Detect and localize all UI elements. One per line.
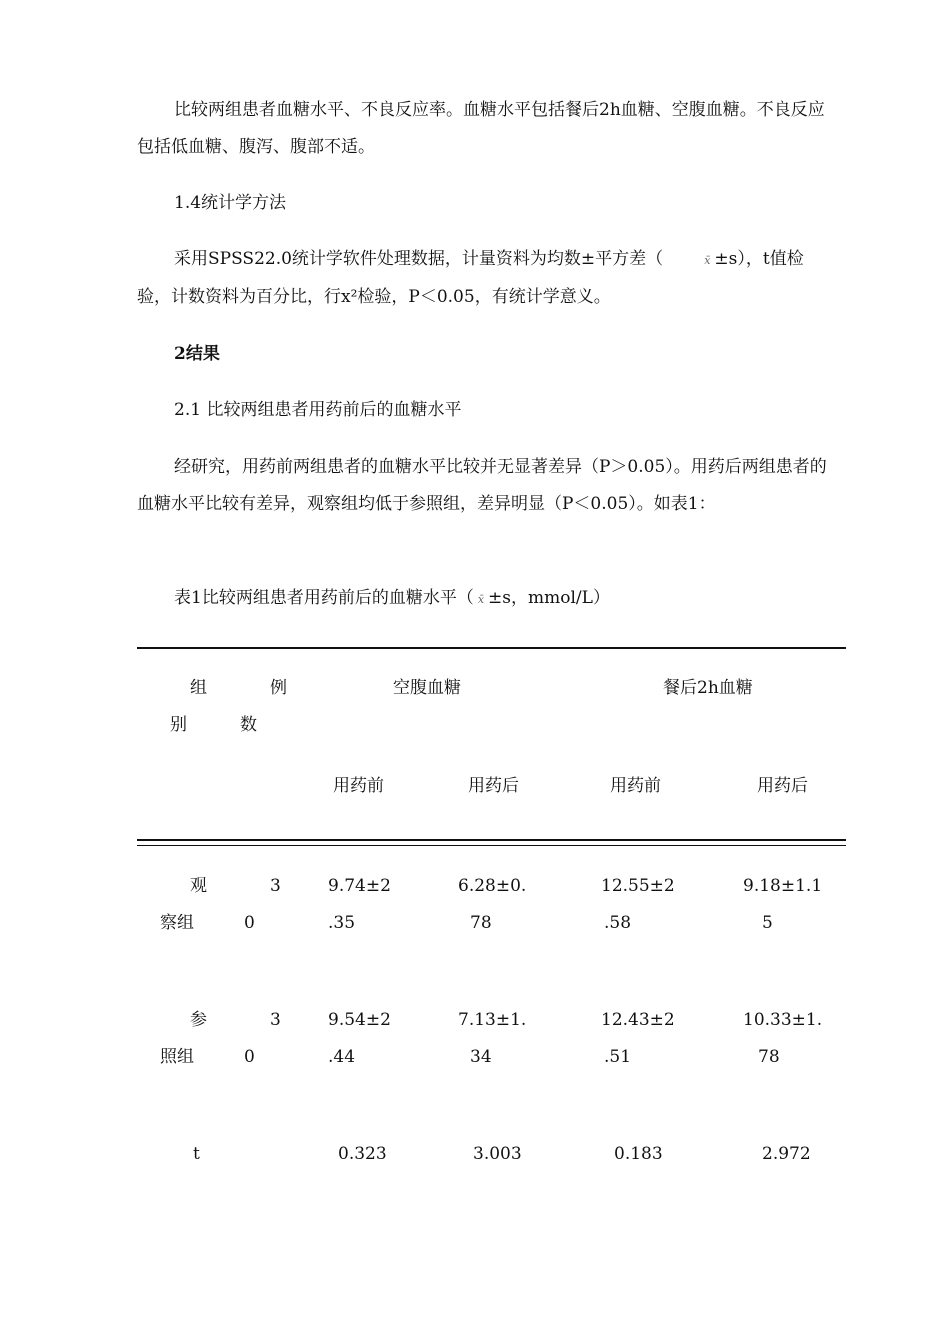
- table-top-rule: [137, 647, 846, 649]
- header-post-before: 用药前: [610, 776, 661, 796]
- paragraph-statistics: [137, 241, 827, 316]
- header-count-a: 例: [270, 678, 287, 698]
- table-header-rule-lower: [137, 845, 846, 846]
- heading-2-1: 2.1 比较两组患者用药前后的血糖水平: [174, 400, 462, 420]
- table-row-t-label: t: [193, 1144, 200, 1164]
- table-row-reference-group-a: 参: [190, 1010, 207, 1030]
- table-cell-observe-fasting-after-b: 78: [470, 913, 492, 933]
- table-cell-observe-fasting-before-a: 9.74±2: [328, 876, 391, 896]
- paragraph-outcomes: 比较两组患者血糖水平、不良反应率。血糖水平包括餐后2h血糖、空腹血糖。不良反应包括低血糖、腹泻、腹部不适。: [137, 100, 825, 157]
- table-row-reference-count-a: 3: [270, 1010, 281, 1030]
- table-row-observe-count-a: 3: [270, 876, 281, 896]
- table-cell-reference-fasting-after-a: 7.13±1.: [458, 1010, 527, 1030]
- table-caption: [174, 590, 610, 607]
- stats-text-after: ±s），t值检验，计数资料为百分比，行x²检验，P＜0.05，有统计学意义。: [137, 249, 804, 307]
- table-row-reference-count-b: 0: [244, 1047, 255, 1067]
- header-group-a: 组: [190, 678, 207, 698]
- table-header-rule-upper: [137, 839, 846, 841]
- table-cell-t-fasting-after: 3.003: [473, 1144, 522, 1164]
- header-group-b: 别: [170, 715, 187, 735]
- table-cell-t-post-after: 2.972: [762, 1144, 811, 1164]
- header-count-b: 数: [240, 715, 257, 735]
- table-cell-reference-post-after-b: 78: [758, 1047, 780, 1067]
- table-row-observe-group-b: 察组: [160, 913, 194, 933]
- caption-text-before: 表1比较两组患者用药前后的血糖水平（: [174, 588, 474, 608]
- heading-1-4: 1.4统计学方法: [174, 193, 287, 213]
- table-cell-reference-fasting-before-b: .44: [328, 1047, 356, 1067]
- caption-x-bar-symbol: x̄: [477, 593, 485, 606]
- table-cell-observe-fasting-after-a: 6.28±0.: [458, 876, 527, 896]
- table-cell-reference-post-before-b: .51: [604, 1047, 632, 1067]
- table-row-observe-count-b: 0: [244, 913, 255, 933]
- stats-text-before: 采用SPSS22.0统计学软件处理数据，计量资料为均数±平方差（: [174, 249, 664, 269]
- table-cell-t-fasting-before: 0.323: [338, 1144, 387, 1164]
- table-cell-observe-fasting-before-b: .35: [328, 913, 356, 933]
- header-fasting-before: 用药前: [333, 776, 384, 796]
- header-fasting-glucose: 空腹血糖: [393, 678, 461, 698]
- table-cell-reference-post-before-a: 12.43±2: [601, 1010, 675, 1030]
- table-row-reference-group-b: 照组: [160, 1047, 194, 1067]
- table-cell-t-post-before: 0.183: [614, 1144, 663, 1164]
- table-cell-reference-post-after-a: 10.33±1.: [743, 1010, 823, 1030]
- header-post-after: 用药后: [757, 776, 808, 796]
- heading-2-results: 2结果: [174, 344, 220, 364]
- table-cell-observe-post-after-b: 5: [762, 913, 773, 933]
- table-cell-observe-post-before-b: .58: [604, 913, 632, 933]
- table-cell-observe-post-before-a: 12.55±2: [601, 876, 675, 896]
- table-cell-reference-fasting-before-a: 9.54±2: [328, 1010, 391, 1030]
- table-cell-reference-fasting-after-b: 34: [470, 1047, 492, 1067]
- paragraph-findings: 经研究，用药前两组患者的血糖水平比较并无显著差异（P＞0.05）。用药后两组患者的血糖水平比较有差异，观察组均低于参照组，差异明显（P＜0.05）。如表1：: [137, 457, 827, 514]
- caption-text-after: ±s，mmol/L）: [488, 588, 610, 608]
- table-cell-observe-post-after-a: 9.18±1.1: [743, 876, 823, 896]
- header-fasting-after: 用药后: [468, 776, 519, 796]
- x-bar-symbol: x̄: [704, 254, 711, 267]
- header-postprandial-glucose: 餐后2h血糖: [663, 678, 753, 698]
- table-row-observe-group-a: 观: [190, 876, 207, 896]
